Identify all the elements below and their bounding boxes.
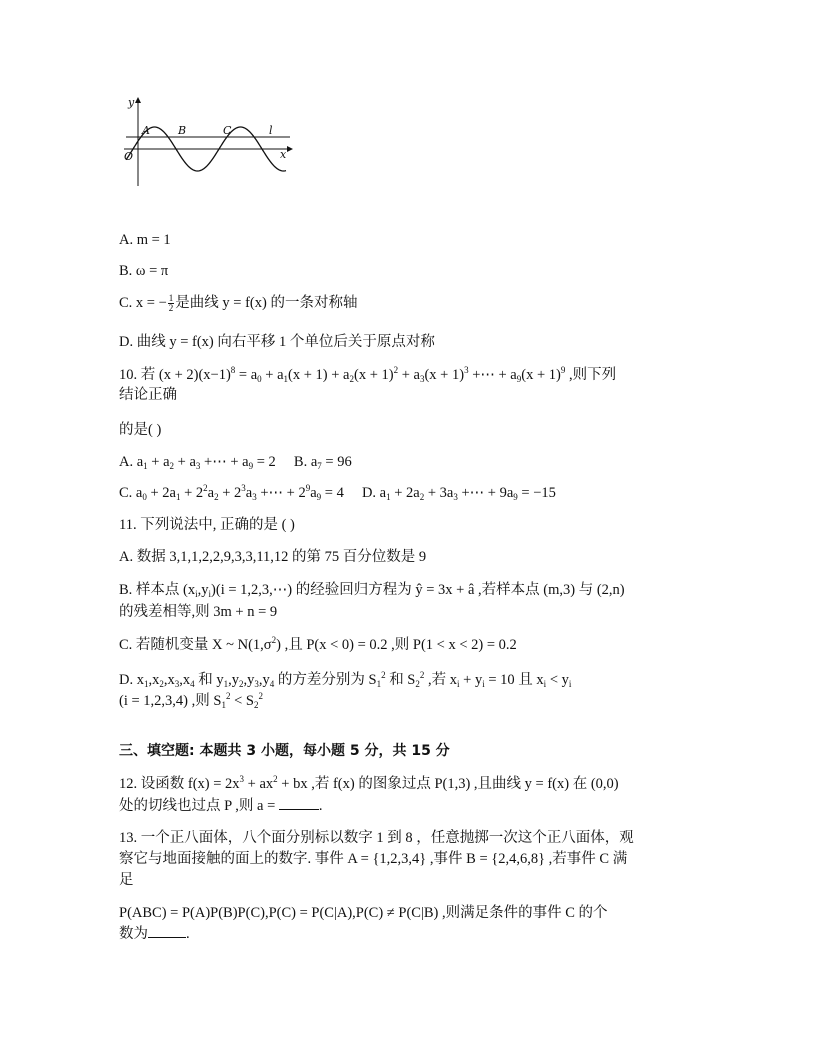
fraction-numerator: 1 (168, 293, 174, 304)
q11-option-b-line2: 的残差相等,则 3m + n = 9 (119, 604, 278, 620)
q9-option-a: A. m = 1 (119, 232, 171, 248)
q13-line5-text: 数为 (119, 926, 148, 942)
q11-option-d-line1: D. $x_1,x_2,x_3,x_4$ 和 $y_1,y_2,y_3,y_4$ 的方差分别为 $S_1^2$ 和 $S_2^2$ ,若 $x_i + y_i = 10$ 且 $x_i < y_i$ (119, 670, 572, 689)
q13-line5 (119, 925, 190, 943)
q9-option-c-text: 是曲线 y = f(x) 的一条对称轴 (175, 295, 358, 311)
q10-stem-line3: 的是( ) (119, 422, 162, 438)
q10-options-cd: C. $a_0 + 2a_1 + 2^2a_2 + 2^3a_3$ +⋯ + $2^9a_9 = 4$ D. $a_1 + 2a_2 + 3a_3$ +⋯ + $9a_9 = -15$ (119, 483, 556, 502)
q11-option-a: A. 数据 3,1,1,2,2,9,3,3,11,12 的第 75 百分位数是 9 (119, 549, 427, 565)
answer-blank (279, 797, 319, 810)
origin-label: O (124, 150, 134, 163)
q12-line2-text: 处的切线也过点 P ,则 a = (119, 798, 279, 814)
point-c-label: C (223, 124, 232, 137)
line-l-label: l (269, 124, 273, 137)
point-b-label: B (178, 124, 187, 137)
q12-line1: 12. 设函数 $f(x) = 2x^3 + ax^2$ + bx ,若 f(x) 的图象过点 P(1,3) ,且曲线 y = f(x) 在 (0,0) (119, 774, 619, 792)
q11-option-c: C. 若随机变量 X ~ $N(1,\sigma^2)$ ,且 P(x < 0) = 0.2 ,则 P(1 < x < 2) = 0.2 (119, 635, 517, 653)
fraction (168, 294, 175, 313)
answer-blank (148, 925, 186, 938)
q13-line4: P(ABC) = P(A)P(B)P(C),P(C) = P(C|A),P(C) ≠ P(C|B) ,则满足条件的事件 C 的个 (119, 905, 608, 921)
q13-line1: 13. 一个正八面体，八个面分别标以数字 1 到 8 ，任意抛掷一次这个正八面体，观 (119, 830, 634, 846)
section-3-heading: 三、填空题: 本题共 3 小题，每小题 5 分，共 15 分 (119, 743, 450, 759)
point-a-label: A (142, 124, 150, 137)
y-axis-label: y (128, 96, 135, 109)
q13-line5-end: . (186, 926, 190, 942)
q9-option-c (119, 294, 357, 313)
q11-stem: 11. 下列说法中, 正确的是 ( ) (119, 517, 295, 533)
q12-line2 (119, 797, 323, 815)
sine-graph-figure (120, 94, 300, 189)
q9-option-c-prefix: C. x = − (119, 295, 167, 311)
q12-line2-end: . (318, 798, 323, 814)
x-axis-label: x (280, 148, 287, 161)
q10-stem-line2: 结论正确 (119, 387, 177, 403)
q10-options-ab: A. $a_1 + a_2 + a_3$ +⋯ + $a_9 = 2$ B. $a_7 = 96$ (119, 454, 352, 471)
q11-option-b-line1: B. 样本点 $(x_i,y_i)(i$ = 1,2,3,⋯) 的经验回归方程为 ŷ = 3x + â ,若样本点 (m,3) 与 (2,n) (119, 582, 625, 599)
q13-line2: 察它与地面接触的面上的数字. 事件 A = {1,2,3,4} ,事件 B = {2,4,6,8} ,若事件 C 满 (119, 851, 628, 867)
fraction-denominator: 2 (168, 303, 174, 314)
q9-option-b: B. ω = π (119, 263, 169, 279)
q10-stem-line1: 10. 若 $(x + 2)(x-1)^8 = a_0 + a_1(x + 1) + a_2(x + 1)^2 + a_3(x + 1)^3$ +⋯ + $a_9(x + 1)^9$ ,则下列 (119, 365, 617, 384)
q11-option-d-line2: (i = 1,2,3,4) ,则 $S_1^2 < S_2^2$ (119, 691, 263, 710)
q9-option-d: D. 曲线 y = f(x) 向右平移 1 个单位后关于原点对称 (119, 334, 435, 350)
q13-line3: 足 (119, 872, 134, 888)
